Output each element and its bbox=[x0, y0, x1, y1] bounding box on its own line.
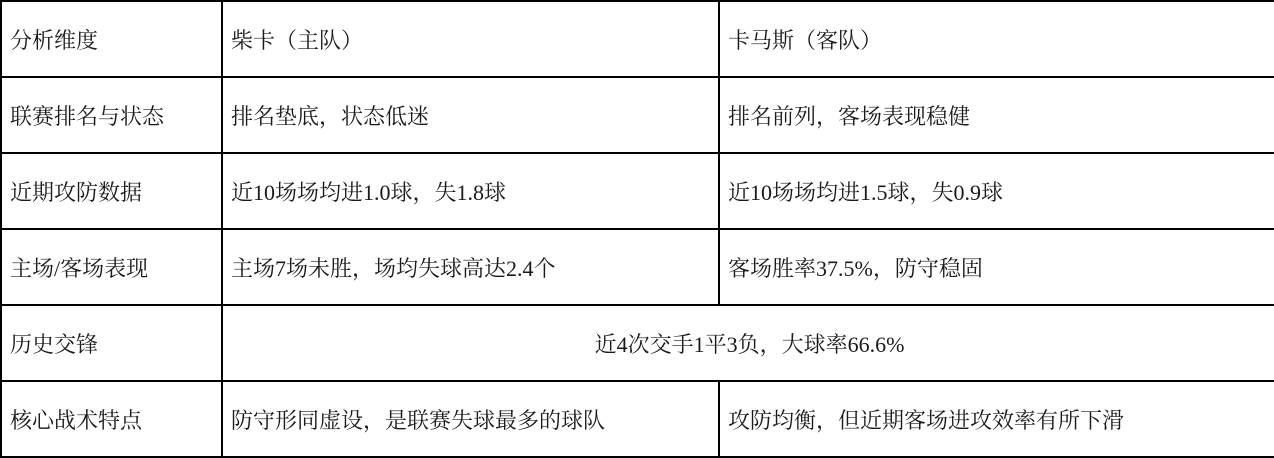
header-cell-home-team: 柴卡（主队） bbox=[222, 1, 719, 77]
header-cell-away-team: 卡马斯（客队） bbox=[719, 1, 1274, 77]
row-league-ranking bbox=[1, 77, 1274, 153]
cell-recent-stats-dimension: 近期攻防数据 bbox=[1, 153, 222, 229]
cell-recent-stats-away: 近10场场均进1.5球，失0.9球 bbox=[719, 153, 1274, 229]
cell-tactics-dimension: 核心战术特点 bbox=[1, 381, 222, 457]
header-cell-dimension: 分析维度 bbox=[1, 1, 222, 77]
cell-venue-home: 主场7场未胜，场均失球高达2.4个 bbox=[222, 229, 719, 305]
cell-ranking-away: 排名前列，客场表现稳健 bbox=[719, 77, 1274, 153]
cell-recent-stats-home: 近10场场均进1.0球，失1.8球 bbox=[222, 153, 719, 229]
row-tactics bbox=[1, 381, 1274, 457]
cell-h2h-merged: 近4次交手1平3负，大球率66.6% bbox=[222, 305, 1274, 381]
cell-h2h-dimension: 历史交锋 bbox=[1, 305, 222, 381]
header-row bbox=[1, 1, 1274, 77]
row-venue-performance bbox=[1, 229, 1274, 305]
cell-ranking-dimension: 联赛排名与状态 bbox=[1, 77, 222, 153]
cell-tactics-home: 防守形同虚设，是联赛失球最多的球队 bbox=[222, 381, 719, 457]
cell-venue-away: 客场胜率37.5%，防守稳固 bbox=[719, 229, 1274, 305]
cell-tactics-away: 攻防均衡，但近期客场进攻效率有所下滑 bbox=[719, 381, 1274, 457]
row-head-to-head bbox=[1, 305, 1274, 381]
row-recent-stats bbox=[1, 153, 1274, 229]
cell-ranking-home: 排名垫底，状态低迷 bbox=[222, 77, 719, 153]
cell-venue-dimension: 主场/客场表现 bbox=[1, 229, 222, 305]
